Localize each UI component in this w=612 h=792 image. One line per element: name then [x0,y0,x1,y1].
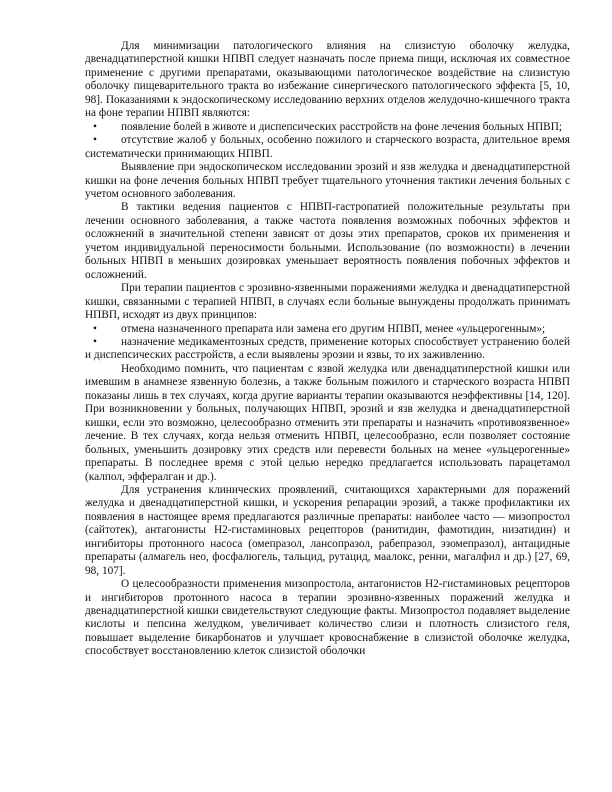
list-item-text: отсутствие жалоб у больных, особенно пожилого и старческого возраста, длительное время систематически принимающих НПВП. [85,134,570,160]
list-item [85,121,570,134]
list-item [85,323,570,336]
list-item-text: отмена назначенного препарата или замена его другим НПВП, менее «ульцерогенным»; [121,322,546,335]
bullet-icon: • [93,120,97,133]
paragraph-detection: Выявление при эндоскопическом исследовании эрозий и язв желудка и двенадцатиперстной кишки на фоне лечения больных НПВП требует тщательного уточнения тактики лечения больных с учетом основного заболевания. [85,161,570,200]
paragraph-therapy: При терапии пациентов с эрозивно-язвенными поражениями желудка и двенадцатиперстной кишки, связанными с терапией НПВП, в случаях если больные вынуждены продолжать принимать НПВП, исходят из двух принципов: [85,282,570,322]
list-item [85,336,570,363]
list-item [85,134,570,161]
bullet-icon: • [93,335,97,348]
list-item-text: появление болей в животе и диспепсических расстройств на фоне лечения больных НПВП; [121,120,563,133]
paragraph-remember: Необходимо помнить, что пациентам с язвой желудка или двенадцатиперстной кишки или имевшим в анамнезе язвенную болезнь, а также больным пожилого и старческого возраста НПВП показаны лишь в тех случаях, когда другие варианты терапии оказываются неэффективны [14, 120]. При возникновении у больных, получающих НПВП, эрозий и язв желудка и двенадцатиперстной кишки, если это возможно, целесообразно отменить эти препараты и назначить «противоязвенное» лечение. В тех случаях, когда нельзя отменить НПВП, целесообразно, если позволяет состояние больных, уменьшить дозировку этих средств или перевести больных на менее «ульцерогенные» препараты. В последнее время с этой целью нередко предлагается использовать парацетамол (калпол, эффералган и др.). [85,362,570,483]
paragraph-minimization: Для минимизации патологического влияния на слизистую оболочку желудка, двенадцатиперстной кишки НПВП следует назначать после приема пищи, исключая их совместное применение с другими препаратами, оказывающими патологическое воздействие на слизистую оболочку пищеварительного тракта во избежание синергического патологического эффекта [5, 10, 98]. Показаниями к эндоскопическому исследованию верхних отделов желудочно-кишечного тракта на фоне терапии НПВП являются: [85,40,570,120]
bullet-icon: • [93,322,97,335]
paragraph-treatment: Для устранения клинических проявлений, считающихся характерными для поражений желудка и двенадцатиперстной кишки, и ускорения репарации эрозий, а также профилактики их появления в настоящее время предлагаются различные препараты: наиболее часто — мизопростол (сайтотек), антагонисты Н2-гистаминовых рецепторов (ранитидин, фамотидин, низатидин) и ингибиторы протонного насоса (омепразол, лансопразол, рабепразол, эзомепразол), антацидные препараты (алмагель нео, фосфалюгель, тальцид, рутацид, маалокс, ренни, магалфил и др.) [27, 69, 98, 107]. [85,483,570,577]
list-item-text: назначение медикаментозных средств, применение которых способствует устранению болей и диспепсических расстройств, а если выявлены эрозии и язвы, то их заживлению. [85,335,570,362]
bullet-icon: • [93,134,97,147]
paragraph-misoprostol: О целесообразности применения мизопростола, антагонистов Н2-гистаминовых рецепторов и ингибиторов протонного насоса в терапии эрозивно-язвенных поражений желудка и двенадцатиперстной кишки свидетельствуют следующие факты. Мизопростол подавляет выделение кислоты и пепсина желудком, увеличивает количество слизи и плотность слизистого геля, повышает выделение бикарбонатов и улучшает кровоснабжение в слизистой оболочке желудка, способствует восстановлению клеток слизистой оболочки [85,578,570,658]
paragraph-tactics: В тактики ведения пациентов с НПВП-гастропатией положительные результаты при лечении основного заболевания, а также частота появления возможных побочных эффектов и осложнений в значительной степени зависят от дозы этих препаратов, сроков их применения и учетом индивидуальной переносимости больными. Использование (по возможности) в лечении больных НПВП в меньших дозировках уменьшает вероятность появления побочных эффектов и осложнений. [85,201,570,281]
document-page [85,40,570,659]
